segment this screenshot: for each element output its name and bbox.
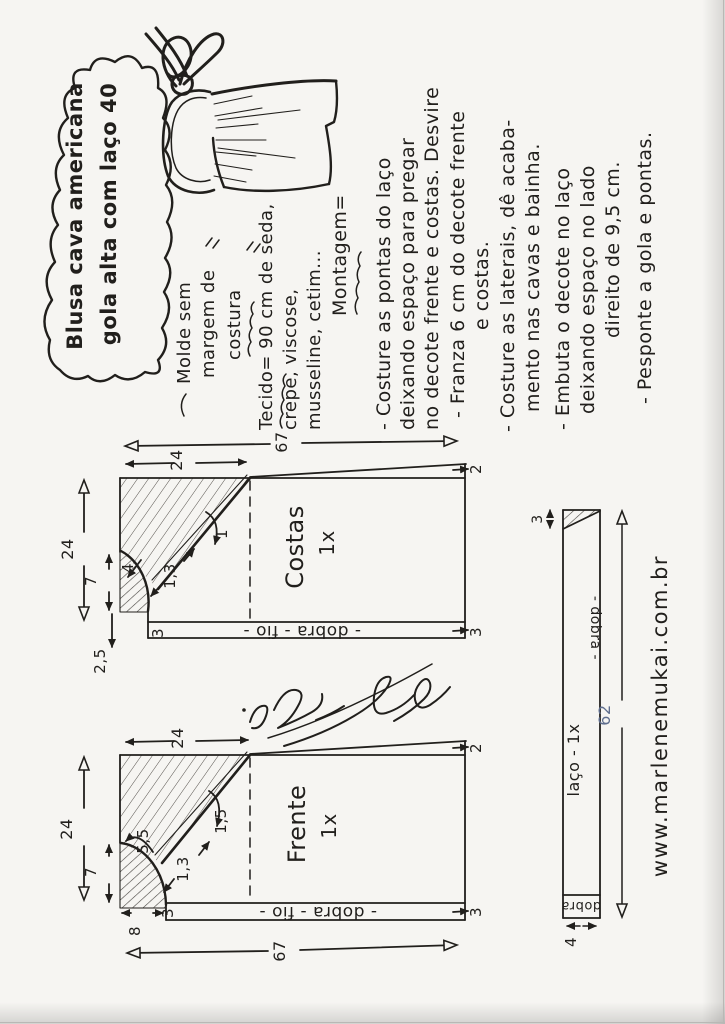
molde-note: [174, 238, 260, 416]
costas-grainline-label: - dobra - fio -: [242, 621, 362, 641]
frente-dim-67-right: [300, 945, 456, 950]
costas-hem-offset-value: 2,5: [91, 648, 109, 674]
costas-label: Costas: [281, 505, 309, 589]
montagem-line-3: - Franza 6 cm do decote frente: [447, 110, 469, 418]
frente-dim-13-arrow-b: [199, 842, 209, 855]
frente-side-taper-value: 2: [467, 742, 485, 754]
tecido-line2: crepe, viscose,: [280, 288, 301, 430]
frente-dim-3-arrow: [453, 911, 468, 912]
tecido-line3: musseline, cetim...: [304, 250, 325, 430]
website-url: www.marlenemukai.com.br: [648, 554, 672, 878]
blouse-body-bottom-edge: [224, 184, 329, 191]
frente-width-value: 24: [57, 818, 76, 840]
laco-width-value: 4: [562, 936, 580, 948]
scan-edge-right: [702, 0, 725, 1024]
montagem-line-5: - Costure as laterais, dê acaba-: [497, 119, 519, 432]
frente-length-value: 67: [270, 940, 289, 962]
costas-width-value: 24: [58, 538, 77, 560]
costas-dim-2-arrow: [453, 469, 468, 470]
frente-ease-value: 1,5: [212, 808, 230, 834]
frente-band-value: 3: [159, 907, 177, 919]
molde-note-line3: costura: [224, 289, 245, 360]
molde-note-line2: margem de: [198, 269, 219, 378]
blouse-hem-edge: [326, 81, 337, 184]
costas-band-value: 3: [149, 627, 167, 639]
costas-qty: 1x: [315, 530, 339, 556]
costas-neck-height-value: 7: [82, 575, 100, 587]
frente-label: Frente: [283, 784, 311, 864]
frente-qty: 1x: [317, 813, 341, 839]
tecido-line1: Tecido= 90 cm de seda,: [256, 203, 277, 430]
montagem-line-8: deixando espaço no lado: [577, 165, 599, 414]
costas-dim-3-arrow: [453, 630, 468, 631]
laco-label: laço - 1x: [564, 723, 583, 797]
frente-dim-24-right: [196, 740, 248, 741]
laco-length-value: 62: [595, 704, 614, 726]
laco-end-label: dobra: [560, 898, 602, 913]
costas-piece: [58, 431, 485, 673]
tecido-note: [256, 203, 325, 431]
frente-dim-2-arrow: [453, 747, 468, 748]
molde-note-line1: Molde sem: [174, 281, 195, 384]
laco-fold-label: - dobra -: [587, 595, 603, 661]
frente-grainline-label: - dobra - fio -: [258, 902, 378, 922]
blouse-body-left-edge: [213, 138, 224, 187]
montagem-line-0: - Costure as pontas do laço: [373, 157, 395, 430]
costas-shoulder-span-value: 24: [167, 449, 186, 471]
molde-bracket-left: [181, 394, 186, 416]
frente-neck-curve-value: 5,5: [134, 828, 152, 854]
costas-taper-line: [250, 464, 466, 477]
costas-dim-67-left: [126, 444, 270, 446]
frente-shoulder-drop-value: 1,3: [174, 856, 192, 882]
costas-dim-24-right: [196, 462, 246, 463]
frente-side-hem-value: 3: [467, 906, 485, 918]
frente-piece: [57, 727, 485, 961]
montagem-heading: Montagem=: [329, 194, 351, 316]
costas-side-taper-value: 2: [467, 463, 485, 475]
montagem-line-4: e costas.: [471, 240, 493, 330]
montagem-line-7: - Embuta o decote no laço: [552, 167, 574, 430]
pattern-title-line1: Blusa cava americana: [63, 82, 87, 350]
montagem-underline: [355, 252, 361, 314]
frente-dim-24-left: [126, 741, 174, 742]
pattern-title-line2: gola alta com laço 40: [97, 82, 121, 346]
blouse-gather-lines: [214, 96, 300, 182]
costas-ease-value: 1: [213, 528, 231, 540]
frente-neck-height-value: 7: [82, 866, 100, 878]
montagem-line-10: - Pesponte a gola e pontas.: [634, 131, 656, 404]
montagem-instructions: [329, 87, 656, 432]
montagem-line-2: no decote frente e costas. Desvire: [421, 86, 443, 430]
costas-length-value: 67: [272, 431, 291, 453]
laco-strip-piece: [530, 510, 622, 947]
signature-scribble: [242, 664, 450, 746]
scan-edge-bottom: [0, 1002, 725, 1024]
frente-taper-line: [250, 741, 466, 754]
molde-quote-marks: [206, 238, 260, 252]
montagem-line-9: direito de 9,5 cm.: [602, 161, 624, 338]
montagem-line-6: mento nas cavas e bainha.: [522, 143, 544, 412]
costas-dim-67-right: [302, 441, 456, 443]
costas-neck-depth-value: 4: [119, 562, 137, 574]
blouse-neckband-inner: [171, 98, 210, 182]
frente-dim-13-arrow-a: [164, 879, 174, 892]
frente-neck-width-value: 8: [126, 925, 144, 937]
laco-tip-value: 3: [530, 514, 546, 524]
costas-shoulder-drop-value: 1,3: [161, 563, 179, 589]
blouse-sketch: [146, 28, 337, 193]
frente-dim-67-left: [128, 951, 268, 953]
costas-side-hem-value: 3: [467, 626, 485, 638]
frente-shoulder-span-value: 24: [168, 727, 187, 749]
blouse-body-top-edge: [212, 81, 336, 94]
title-bubble: [44, 56, 172, 381]
montagem-line-1: deixando espaço para pregar: [397, 137, 419, 430]
molde-underline: [248, 302, 254, 356]
